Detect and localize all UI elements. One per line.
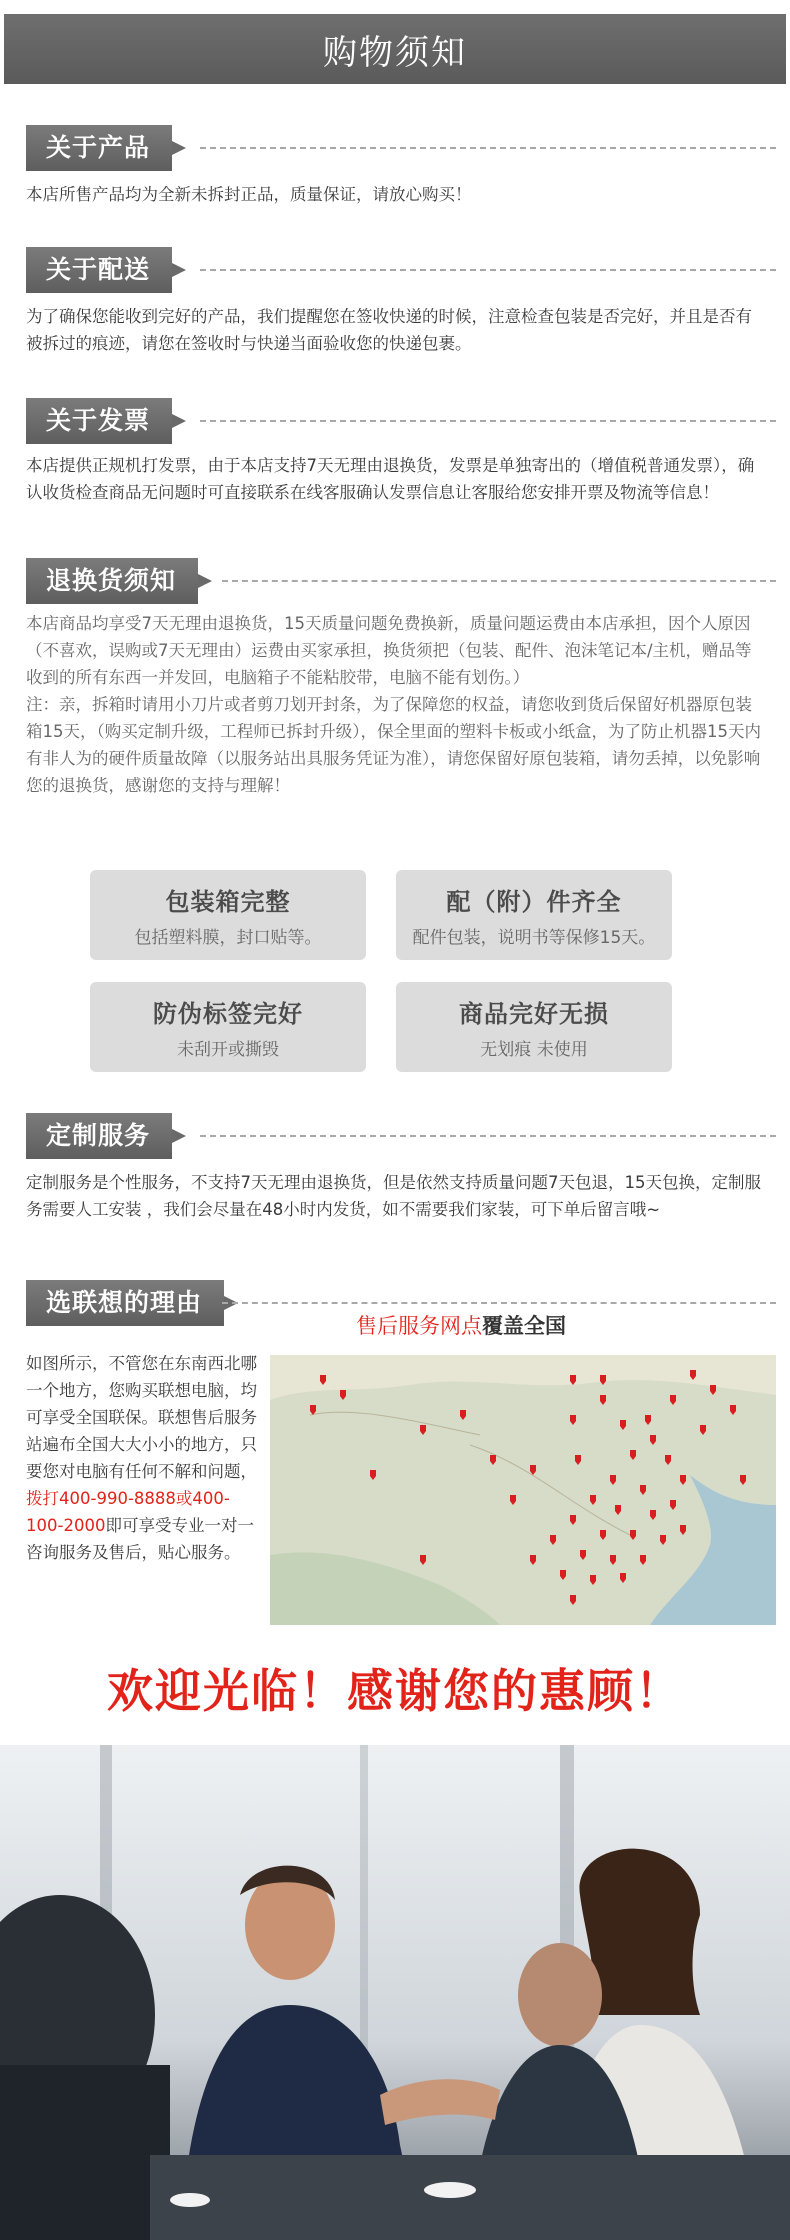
section-header bbox=[0, 398, 790, 444]
section-invoice bbox=[0, 398, 790, 506]
page-banner bbox=[0, 0, 790, 92]
dashed-divider bbox=[222, 580, 776, 582]
section-header bbox=[0, 558, 790, 604]
card-subtitle: 无划痕 未使用 bbox=[480, 1040, 588, 1060]
card-title: 包装箱完整 bbox=[165, 888, 291, 916]
card-subtitle: 配件包装，说明书等保修15天。 bbox=[412, 928, 656, 948]
map-title-prefix: 售后服务网点 bbox=[356, 1314, 482, 1338]
section-custom bbox=[0, 1113, 790, 1223]
condition-card bbox=[396, 982, 672, 1072]
banner-bar bbox=[4, 14, 786, 84]
section-label: 关于产品 bbox=[26, 125, 172, 171]
reason-text-b: 即可享受专业一对一咨询服务及售后，贴心服务。 bbox=[26, 1516, 254, 1562]
section-returns bbox=[0, 558, 790, 799]
dashed-divider bbox=[200, 269, 776, 271]
section-text: 本店商品均享受7天无理由退换货，15天质量问题免费换新，质量问题运费由本店承担，因个人原因（不喜欢，误购或7天无理由）运费由买家承担，换货须把（包装、配件、泡沫笔记本/主机，赠品等收到的所有东西一并发回，电脑箱子不能粘胶带，电脑不能有划伤。） bbox=[26, 614, 752, 687]
card-title: 配（附）件齐全 bbox=[446, 888, 622, 916]
business-handshake-photo bbox=[0, 1745, 790, 2240]
section-header bbox=[0, 247, 790, 293]
section-text: 为了确保您能收到完好的产品，我们提醒您在签收快递的时候，注意检查包装是否完好，并且是否有被拆过的痕迹，请您在签收时与快递当面验收您的快递包裹。 bbox=[26, 307, 752, 353]
hotline-numbers: 拨打400-990-8888或400-100-2000 bbox=[26, 1489, 230, 1535]
section-product bbox=[0, 125, 790, 208]
section-label: 选联想的理由 bbox=[26, 1280, 224, 1326]
card-subtitle: 未刮开或撕毁 bbox=[177, 1040, 279, 1060]
card-title: 防伪标签完好 bbox=[153, 1000, 303, 1028]
map-title bbox=[356, 1310, 566, 1340]
section-text: 本店提供正规机打发票，由于本店支持7天无理由退换货，发票是单独寄出的（增值税普通发票），确认收货检查商品无问题时可直接联系在线客服确认发票信息让客服给您安排开票及物流等信息！ bbox=[26, 456, 755, 502]
dashed-divider bbox=[200, 1135, 776, 1137]
page-title: 购物须知 bbox=[323, 32, 467, 73]
section-header bbox=[0, 1113, 790, 1159]
photo-image bbox=[0, 1745, 790, 2240]
section-shipping bbox=[0, 247, 790, 357]
condition-cards bbox=[0, 870, 790, 1080]
section-header bbox=[0, 125, 790, 171]
welcome-message: 欢迎光临！感谢您的惠顾！ bbox=[107, 1664, 683, 1718]
card-subtitle: 包括塑料膜，封口贴等。 bbox=[134, 928, 322, 948]
dashed-divider bbox=[200, 420, 776, 422]
section-text: 本店所售产品均为全新未拆封正品，质量保证，请放心购买！ bbox=[26, 185, 472, 204]
service-network-map bbox=[270, 1355, 776, 1625]
section-label: 定制服务 bbox=[26, 1113, 172, 1159]
section-label: 退换货须知 bbox=[26, 558, 198, 604]
card-title: 商品完好无损 bbox=[459, 1000, 609, 1028]
dashed-divider bbox=[222, 1302, 776, 1304]
condition-card bbox=[90, 870, 366, 960]
map-title-bold: 覆盖全国 bbox=[482, 1314, 566, 1338]
section-label: 关于发票 bbox=[26, 398, 172, 444]
section-label: 关于配送 bbox=[26, 247, 172, 293]
section-text: 定制服务是个性服务，不支持7天无理由退换货，但是依然支持质量问题7天包退，15天包换，定制服务需要人工安装 ，我们会尽量在48小时内发货，如不需要我们家装，可下单后留言哦~ bbox=[26, 1173, 761, 1219]
condition-card bbox=[90, 982, 366, 1072]
reason-text-a: 如图所示，不管您在东南西北哪一个地方，您购买联想电脑，均可享受全国联保。联想售后服务站遍布全国大大小小的地方，只要您对电脑有任何不解和问题， bbox=[26, 1354, 257, 1481]
condition-card bbox=[396, 870, 672, 960]
reason-text bbox=[26, 1350, 266, 1566]
dashed-divider bbox=[200, 147, 776, 149]
china-map-image bbox=[270, 1355, 776, 1625]
section-note: 注：亲，拆箱时请用小刀片或者剪刀划开封条，为了保障您的权益，请您收到货后保留好机器原包装箱15天，（购买定制升级，工程师已拆封升级），保全里面的塑料卡板或小纸盒，为了防止机器15天内有非人为的硬件质量故障（以服务站出具服务凭证为准），请您保留好原包装箱，请勿丢掉，以免影响您的退换货，感谢您的支持与理解！ bbox=[26, 695, 761, 795]
